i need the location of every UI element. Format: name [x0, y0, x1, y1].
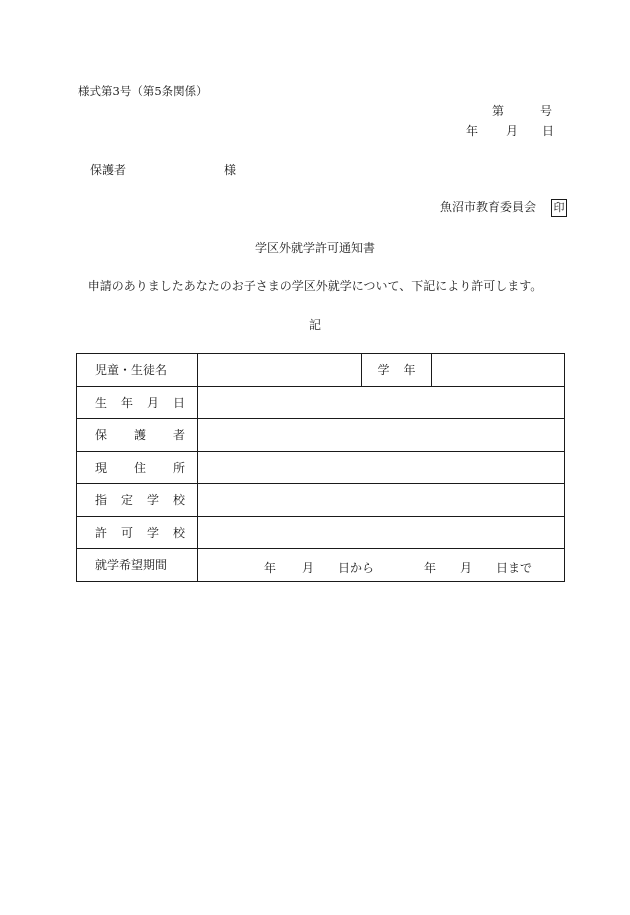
- period-start-month: 月: [302, 561, 315, 575]
- table-row: [77, 354, 565, 387]
- label-char: 定: [120, 493, 133, 508]
- period-start-year: 年: [264, 561, 277, 575]
- period-start-day: 日から: [338, 561, 375, 575]
- period-field[interactable]: [198, 549, 565, 582]
- document-title: 学区外就学許可通知書: [254, 241, 375, 255]
- table-row: [77, 451, 565, 484]
- grade-field[interactable]: [432, 354, 565, 387]
- label-char: 可: [120, 525, 133, 540]
- seal-mark: 印: [551, 199, 567, 217]
- label-char: 日: [172, 395, 185, 410]
- period-end-year: 年: [424, 561, 437, 575]
- label-char: 現: [95, 460, 108, 475]
- student-name-label: 児童・生徒名: [77, 354, 198, 387]
- label-char: 校: [172, 493, 185, 508]
- body-text: 申請のありましたあなたのお子さまの学区外就学について、下記により許可します。: [87, 279, 543, 293]
- birthdate-label: [77, 386, 198, 419]
- birthdate-field[interactable]: [198, 386, 565, 419]
- label-char: 学: [146, 525, 159, 540]
- table-row: [77, 549, 565, 582]
- label-char: 住: [133, 460, 146, 475]
- table-row: [77, 386, 565, 419]
- recipient-honorific: 様: [224, 163, 237, 177]
- address-field[interactable]: [198, 451, 565, 484]
- guardian-label: [77, 419, 198, 452]
- ki-heading: 記: [308, 318, 321, 332]
- label-char: 保: [95, 428, 108, 443]
- period-label: 就学希望期間: [77, 549, 198, 582]
- guardian-field[interactable]: [198, 419, 565, 452]
- grade-label-char: 学: [377, 363, 390, 378]
- label-char: 学: [146, 493, 159, 508]
- permitted-school-label: [77, 516, 198, 549]
- label-char: 校: [172, 525, 185, 540]
- table-row: [77, 419, 565, 452]
- recipient-label: 保護者: [90, 163, 127, 177]
- student-name-field[interactable]: [198, 354, 362, 387]
- document-number: [470, 105, 552, 119]
- label-char: 護: [133, 428, 146, 443]
- label-char: 年: [120, 395, 133, 410]
- label-char: 許: [95, 525, 108, 540]
- date-month: 月: [506, 124, 519, 138]
- issue-date: [466, 124, 555, 139]
- recipient: [90, 164, 240, 178]
- doc-number-suffix: 号: [540, 104, 553, 118]
- label-char: 指: [95, 493, 108, 508]
- label-char: 所: [172, 460, 185, 475]
- address-label: [77, 451, 198, 484]
- label-char: 生: [95, 395, 108, 410]
- period-end-month: 月: [460, 561, 473, 575]
- date-year: 年: [466, 124, 479, 138]
- label-char: 月: [146, 395, 159, 410]
- grade-label-char: 年: [403, 363, 416, 378]
- table-row: [77, 484, 565, 517]
- label-char: 者: [172, 428, 185, 443]
- date-day: 日: [542, 124, 555, 138]
- details-table: [76, 353, 565, 582]
- table-row: [77, 516, 565, 549]
- period-end-day: 日まで: [496, 561, 533, 575]
- designated-school-field[interactable]: [198, 484, 565, 517]
- doc-number-prefix: 第: [492, 104, 505, 118]
- designated-school-label: [77, 484, 198, 517]
- grade-label: [362, 354, 432, 387]
- permitted-school-field[interactable]: [198, 516, 565, 549]
- form-number: 様式第3号（第5条関係）: [78, 84, 208, 98]
- issuer-name: 魚沼市教育委員会: [440, 200, 537, 214]
